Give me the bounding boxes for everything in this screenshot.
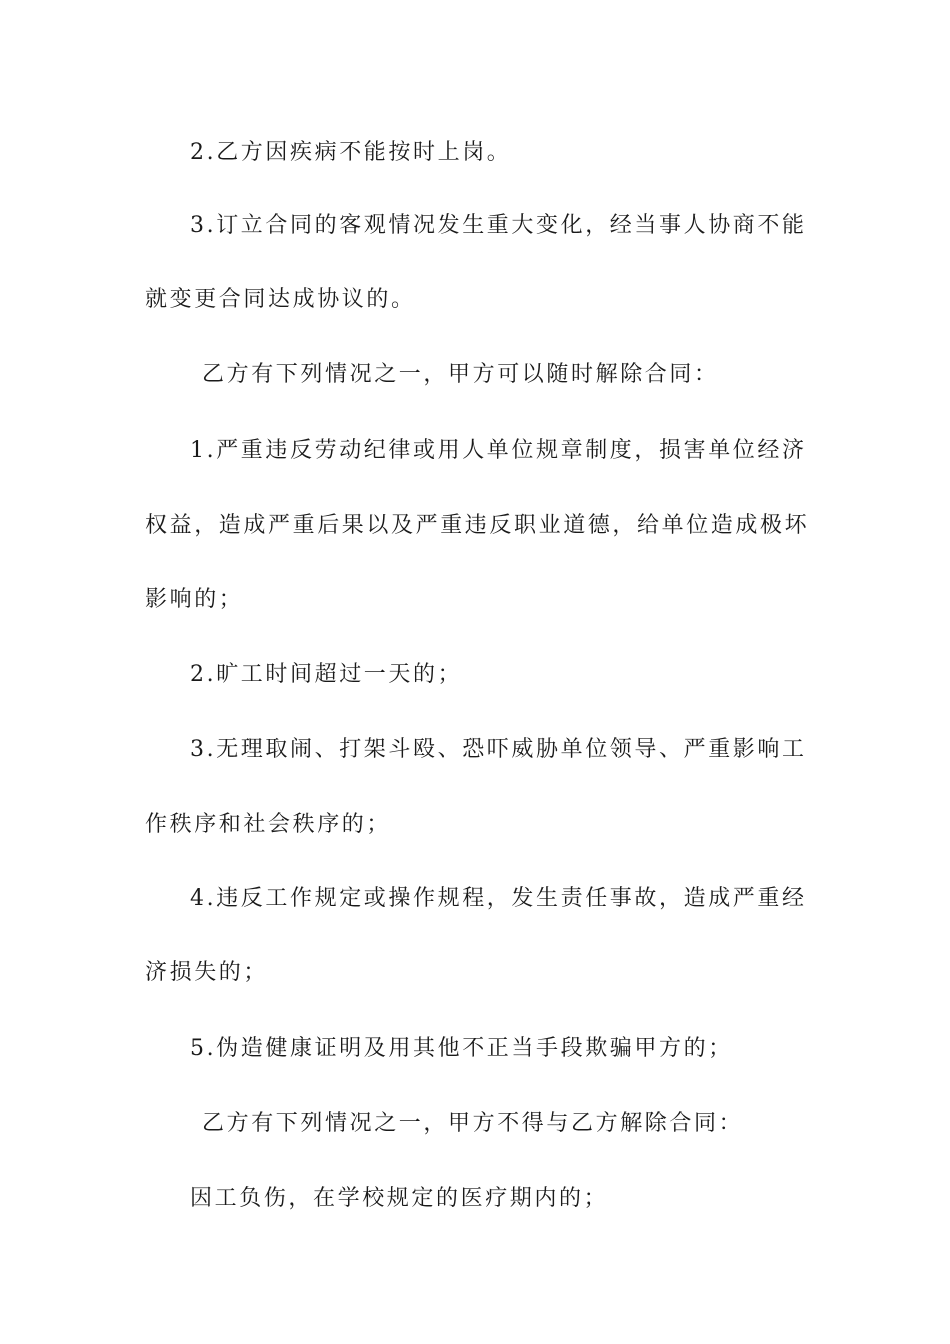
paragraph-line: 作秩序和社会秩序的； [145,812,392,837]
paragraph-line: 影响的； [145,587,244,612]
paragraph-line: 3.无理取闹、打架斗殴、恐吓威胁单位领导、严重影响工 [190,737,807,762]
paragraph-line: 乙方有下列情况之一，甲方可以随时解除合同： [202,362,719,387]
paragraph-line: 权益，造成严重后果以及严重违反职业道德，给单位造成极坏 [145,513,810,538]
paragraph-line: 2.乙方因疾病不能按时上岗。 [190,140,512,165]
paragraph-line: 济损失的； [145,960,269,985]
paragraph-line: 4.违反工作规定或操作规程，发生责任事故，造成严重经 [190,886,807,911]
paragraph-line: 就变更合同达成协议的。 [145,287,416,312]
paragraph-line: 2.旷工时间超过一天的； [190,662,463,687]
paragraph-line: 1.严重违反劳动纪律或用人单位规章制度，损害单位经济 [190,438,807,463]
paragraph-line: 乙方有下列情况之一，甲方不得与乙方解除合同： [202,1111,744,1136]
paragraph-line: 3.订立合同的客观情况发生重大变化，经当事人协商不能 [190,213,807,238]
paragraph-line: 因工负伤，在学校规定的医疗期内的； [190,1186,609,1211]
paragraph-line: 5.伪造健康证明及用其他不正当手段欺骗甲方的； [190,1036,733,1061]
